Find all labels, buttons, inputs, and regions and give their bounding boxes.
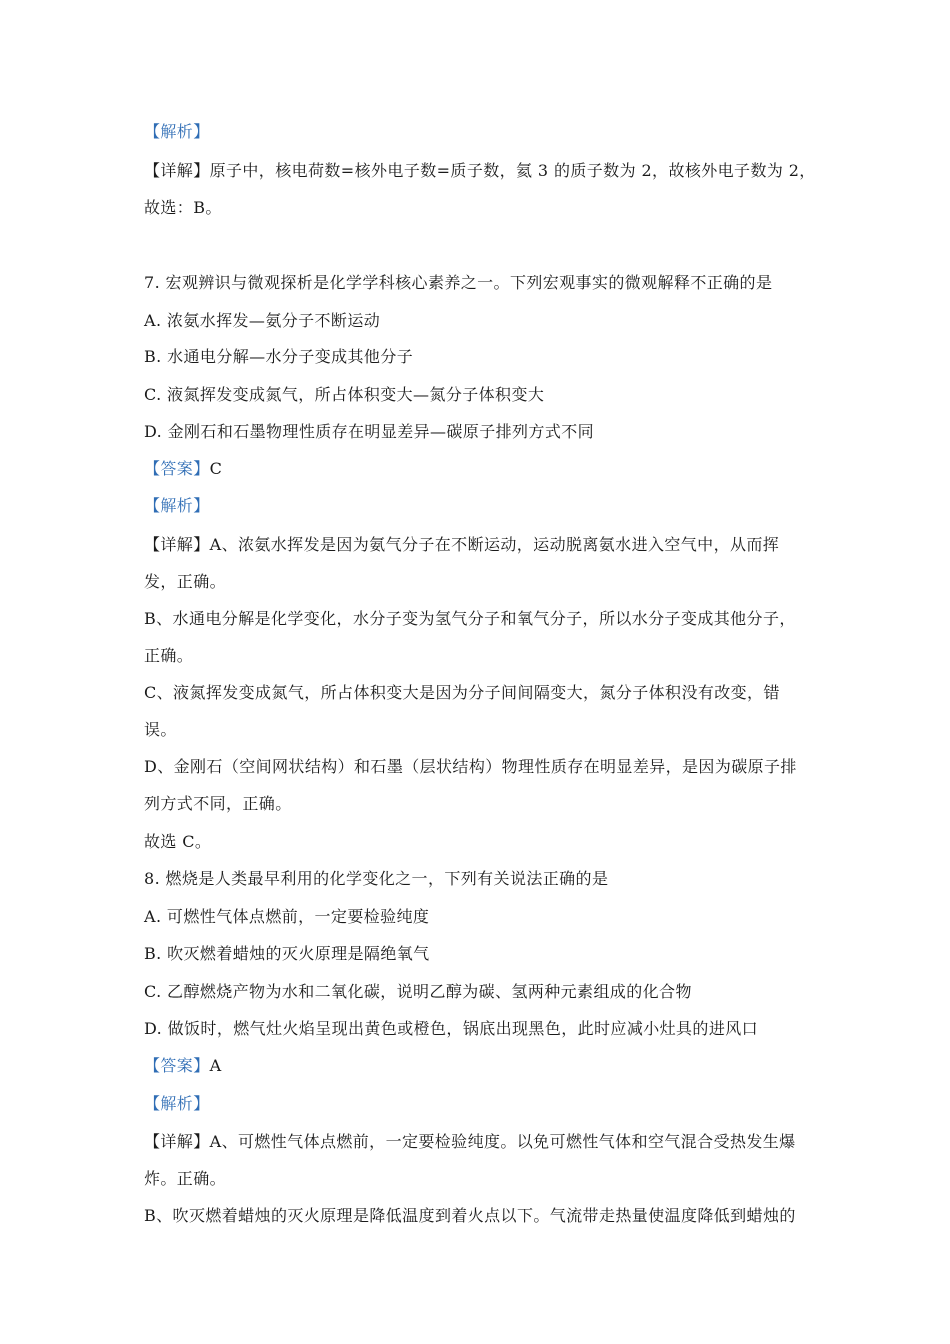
q8-option-b: B. 吹灭燃着蜡烛的灭火原理是隔绝氧气	[144, 944, 430, 963]
q8-detail-tag: 【详解】	[144, 1132, 210, 1151]
q8-option-d: D. 做饭时，燃气灶火焰呈现出黄色或橙色，锅底出现黑色，此时应减小灶具的进风口	[144, 1019, 759, 1038]
q7-option-a: A. 浓氨水挥发—氨分子不断运动	[144, 311, 381, 330]
q8-explanation-line-2: 炸。正确。	[144, 1169, 227, 1188]
q7-explanation-line-8: 列方式不同，正确。	[144, 794, 292, 813]
q7-explanation-line-5: C、液氮挥发变成氮气，所占体积变大是因为分子间间隔变大，氮分子体积没有改变，错	[144, 683, 780, 702]
q7-detail-tag: 【详解】	[144, 535, 210, 554]
q8-option-a: A. 可燃性气体点燃前，一定要检验纯度	[144, 907, 430, 926]
q7-answer-tag: 【答案】	[144, 459, 210, 478]
q8-explanation-line-3: B、吹灭燃着蜡烛的灭火原理是降低温度到着火点以下。气流带走热量使温度降低到蜡烛的	[144, 1206, 796, 1225]
q8-answer-line	[144, 1055, 824, 1077]
q6-analysis-heading	[144, 121, 824, 143]
q7-explanation-line-6: 误。	[144, 720, 177, 739]
q6-detail-line	[144, 160, 824, 182]
q8-analysis-heading	[144, 1093, 824, 1115]
q7-explanation-text-1: A、浓氨水挥发是因为氨气分子在不断运动，运动脱离氨水进入空气中，从而挥	[209, 535, 780, 554]
q7-answer: C	[209, 459, 223, 478]
q7-analysis-heading	[144, 495, 824, 517]
q8-question: 8. 燃烧是人类最早利用的化学变化之一，下列有关说法正确的是	[144, 869, 609, 888]
q7-analysis-tag: 【解析】	[144, 496, 210, 515]
q7-explanation-line-2: 发，正确。	[144, 572, 227, 591]
q8-explanation-line-1	[144, 1131, 824, 1153]
q8-answer: A	[209, 1056, 222, 1075]
q8-option-c: C. 乙醇燃烧产物为水和二氧化碳，说明乙醇为碳、氢两种元素组成的化合物	[144, 982, 692, 1001]
q7-option-b: B. 水通电分解—水分子变成其他分子	[144, 347, 414, 366]
q8-answer-tag: 【答案】	[144, 1056, 210, 1075]
q7-explanation-line-4: 正确。	[144, 646, 194, 665]
q7-option-d: D. 金刚石和石墨物理性质存在明显差异—碳原子排列方式不同	[144, 422, 595, 441]
q7-answer-line	[144, 458, 824, 480]
q8-analysis-tag: 【解析】	[144, 1094, 210, 1113]
q7-explanation-line-1	[144, 534, 824, 556]
q6-conclusion: 故选：B。	[144, 198, 222, 217]
q7-explanation-line-3: B、水通电分解是化学变化，水分子变为氢气分子和氧气分子，所以水分子变成其他分子，	[144, 609, 796, 628]
q6-detail-text: 原子中，核电荷数=核外电子数=质子数，氦 3 的质子数为 2，故核外电子数为 2，	[209, 161, 816, 180]
q6-detail-tag: 【详解】	[144, 161, 210, 180]
q7-option-c: C. 液氮挥发变成氮气，所占体积变大—氮分子体积变大	[144, 385, 545, 404]
q7-question: 7. 宏观辨识与微观探析是化学学科核心素养之一。下列宏观事实的微观解释不正确的是	[144, 273, 773, 292]
q7-conclusion: 故选 C。	[144, 832, 212, 851]
q6-analysis-tag: 【解析】	[144, 122, 210, 141]
q7-explanation-line-7: D、金刚石（空间网状结构）和石墨（层状结构）物理性质存在明显差异，是因为碳原子排	[144, 757, 797, 776]
q8-explanation-text-1: A、可燃性气体点燃前，一定要检验纯度。以免可燃性气体和空气混合受热发生爆	[209, 1132, 796, 1151]
